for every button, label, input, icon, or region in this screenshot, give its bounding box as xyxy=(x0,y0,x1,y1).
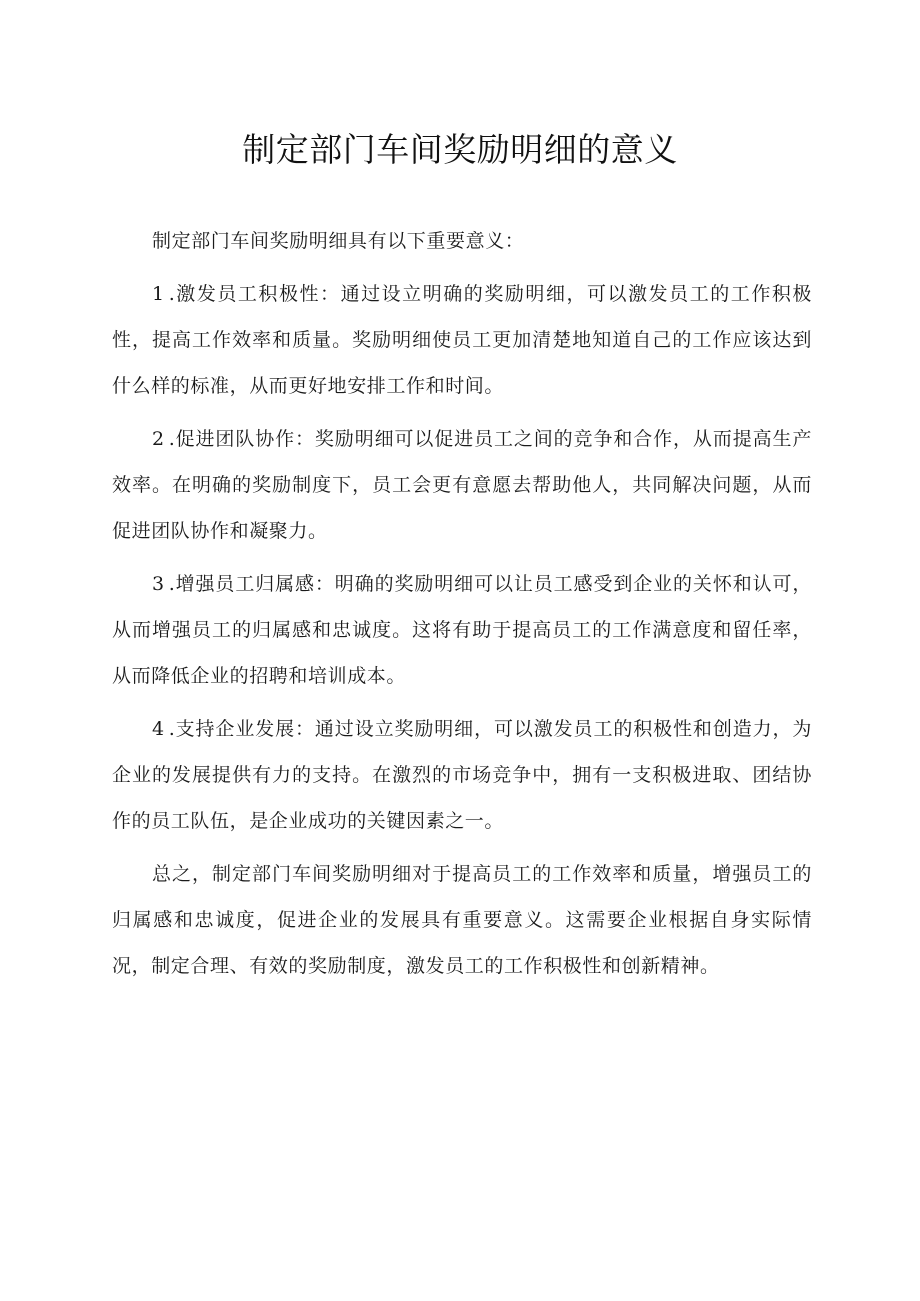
item-number: 2 xyxy=(152,428,165,450)
conclusion-paragraph: 总之，制定部门车间奖励明细对于提高员工的工作效率和质量，增强员工的归属感和忠诚度，促进企业的发展具有重要意义。这需要企业根据自身实际情况，制定合理、有效的奖励制度，激发员工的工作积极性和创新精神。 xyxy=(112,863,812,977)
intro-paragraph: 制定部门车间奖励明细具有以下重要意义： xyxy=(152,230,525,252)
item-text: .激发员工积极性：通过设立明确的奖励明细，可以激发员工的工作积极性，提高工作效率和质量。奖励明细使员工更加清楚地知道自己的工作应该达到什么样的标准，从而更好地安排工作和时间。 xyxy=(112,283,812,397)
list-item xyxy=(112,416,812,554)
item-text: .支持企业发展：通过设立奖励明细，可以激发员工的积极性和创造力，为企业的发展提供有力的支持。在激烈的市场竞争中，拥有一支积极进取、团结协作的员工队伍，是企业成功的关键因素之一。 xyxy=(112,718,812,832)
document-body xyxy=(112,218,812,996)
item-number: 1 xyxy=(152,283,165,305)
document-title: 制定部门车间奖励明细的意义 xyxy=(242,130,678,169)
item-number: 4 xyxy=(152,718,165,740)
item-text: .促进团队协作：奖励明细可以促进员工之间的竞争和合作，从而提高生产效率。在明确的奖励制度下，员工会更有意愿去帮助他人，共同解决问题，从而促进团队协作和凝聚力。 xyxy=(112,428,812,542)
list-item xyxy=(112,271,812,409)
item-number: 3 xyxy=(152,573,165,595)
list-item xyxy=(112,706,812,844)
item-text: .增强员工归属感：明确的奖励明细可以让员工感受到企业的关怀和认可，从而增强员工的归属感和忠诚度。这将有助于提高员工的工作满意度和留任率，从而降低企业的招聘和培训成本。 xyxy=(112,573,812,687)
list-item xyxy=(112,561,812,699)
